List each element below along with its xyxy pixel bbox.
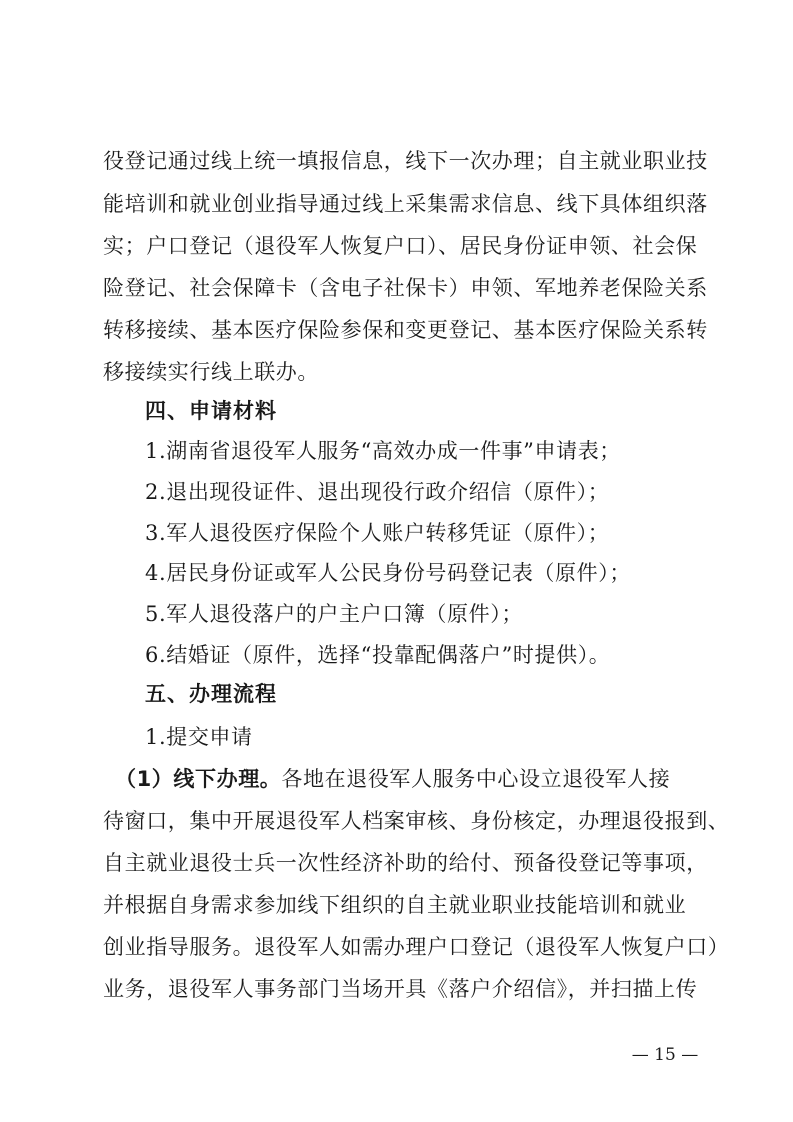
list-item: 6.结婚证（原件，选择“投靠配偶落户”时提供）。 (145, 643, 611, 667)
subheading-submit-application: 1.提交申请 (145, 725, 253, 749)
list-item: 4.居民身份证或军人公民身份号码登记表（原件）； (145, 561, 631, 585)
paragraph-line: 移接续实行线上联办。 (103, 360, 319, 384)
page-number: — 15 — (631, 1045, 699, 1065)
paragraph-line: 转移接续、基本医疗保险参保和变更登记、基本医疗保险关系转 (103, 318, 708, 342)
paragraph-line: 役登记通过线上统一填报信息，线下一次办理；自主就业职业技 (103, 149, 708, 173)
section-heading-materials: 四、申请材料 (145, 399, 277, 423)
paragraph-text: 各地在退役军人服务中心设立退役军人接 (281, 767, 671, 791)
list-item: 1.湖南省退役军人服务“高效办成一件事”申请表； (145, 439, 621, 463)
paragraph-line: 待窗口，集中开展退役军人档案审核、身份核定，办理退役报到、 (103, 809, 730, 833)
list-item: 2.退出现役证件、退出现役行政介绍信（原件）； (145, 480, 610, 504)
paragraph-line: 创业指导服务。退役军人如需办理户口登记（退役军人恢复户口） (103, 935, 730, 959)
paragraph-first-line (115, 764, 705, 794)
section-heading-process: 五、办理流程 (145, 682, 277, 706)
paragraph-line: 业务，退役军人事务部门当场开具《落户介绍信》，并扫描上传 (103, 977, 698, 1001)
paragraph-line: 能培训和就业创业指导通过线上采集需求信息、线下具体组织落 (103, 192, 708, 216)
list-item: 5.军人退役落户的户主户口簿（原件）； (145, 602, 523, 626)
paragraph-line: 并根据自身需求参加线下组织的自主就业职业技能培训和就业 (103, 893, 687, 917)
paragraph-line: 险登记、社会保障卡（含电子社保卡）申领、军地养老保险关系 (103, 276, 708, 300)
offline-handling-lead: （1）线下办理。 (115, 767, 282, 791)
paragraph-line: 实；户口登记（退役军人恢复户口）、居民身份证申领、社会保 (103, 234, 698, 258)
list-item: 3.军人退役医疗保险个人账户转移凭证（原件）； (145, 521, 610, 545)
paragraph-line: 自主就业退役士兵一次性经济补助的给付、预备役登记等事项， (103, 851, 708, 875)
